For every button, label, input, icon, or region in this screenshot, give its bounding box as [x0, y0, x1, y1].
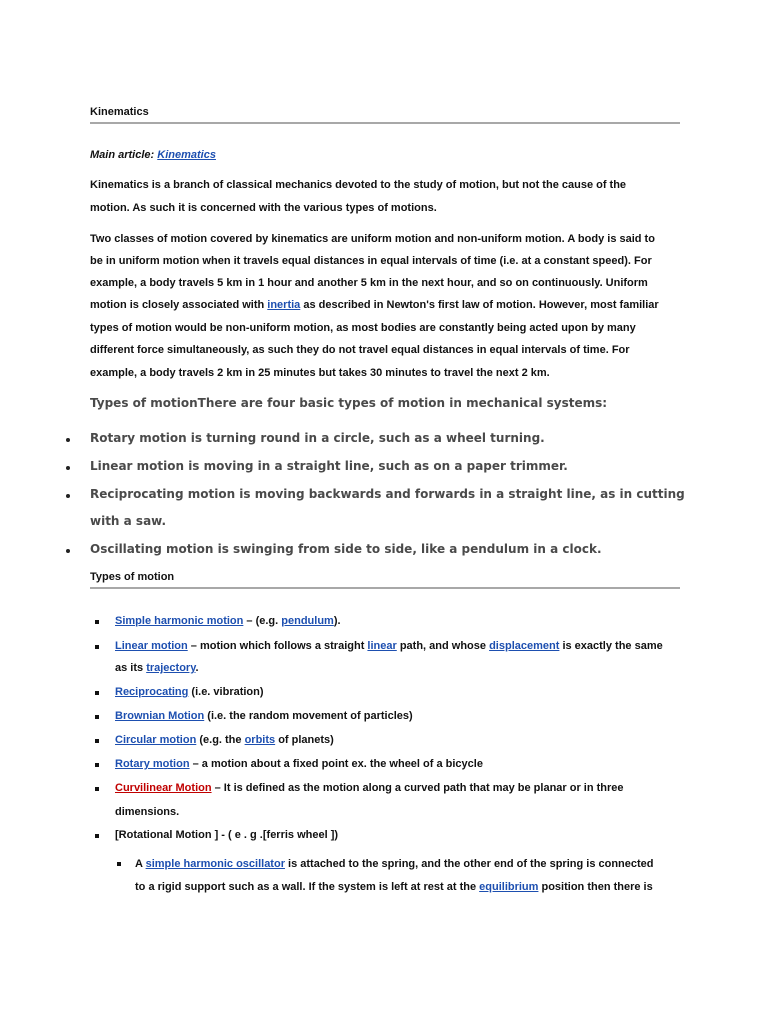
list-item-linear-motion-cont	[115, 662, 199, 674]
square-bullet-icon	[95, 645, 99, 649]
types-heading-rule	[90, 587, 680, 589]
text-segment: – (e.g.	[243, 615, 282, 627]
text-segment: motion is closely associated with	[90, 299, 268, 311]
sub-item-oscillator-cont	[135, 881, 653, 893]
text-segment: (i.e. vibration)	[188, 686, 264, 698]
trajectory-link[interactable]: trajectory	[146, 662, 196, 674]
square-bullet-icon	[95, 739, 99, 743]
paragraph-1-line-1: Kinematics is a branch of classical mechanics devoted to the study of motion, but not the cause of the	[90, 179, 627, 191]
text-segment: of planets)	[275, 734, 334, 746]
equilibrium-link[interactable]: equilibrium	[479, 881, 539, 893]
square-bullet-icon	[95, 834, 99, 838]
square-bullet-icon	[95, 620, 99, 624]
list-item-reciprocating	[115, 686, 264, 698]
text-segment: is exactly the same	[559, 640, 663, 652]
square-bullet-icon	[117, 862, 121, 866]
curvilinear-motion-link[interactable]: Curvilinear Motion	[115, 782, 212, 794]
text-segment: A	[135, 858, 146, 870]
text-segment: – It is defined as the motion along a curved path that may be planar or in three	[211, 782, 624, 794]
simple-harmonic-motion-link[interactable]: Simple harmonic motion	[115, 615, 244, 627]
text-segment: (e.g. the	[196, 734, 245, 746]
square-bullet-icon	[95, 715, 99, 719]
paragraph-2-line-3: example, a body travels 5 km in 1 hour and another 5 km in the next hour, and so on continuously. Uniform	[90, 277, 648, 289]
text-segment: is attached to the spring, and the other end of the spring is connected	[284, 858, 654, 870]
displacement-link[interactable]: displacement	[489, 640, 560, 652]
basic-item-rotary: Rotary motion is turning round in a circle, such as a wheel turning.	[90, 431, 545, 445]
main-article-line	[90, 149, 216, 161]
heading-rule	[90, 122, 680, 124]
text-segment: (i.e. the random movement of particles)	[204, 710, 413, 722]
inertia-link[interactable]: inertia	[267, 299, 301, 311]
kinematics-link[interactable]: Kinematics	[157, 149, 216, 161]
text-segment: as described in Newton's first law of motion. However, most familiar	[300, 299, 659, 311]
paragraph-1-line-2: motion. As such it is concerned with the various types of motions.	[90, 202, 437, 214]
paragraph-2-line-2: be in uniform motion when it travels equal distances in equal intervals of time (i.e. at a constant speed). For	[90, 255, 652, 267]
text-segment: path, and whose	[396, 640, 490, 652]
bullet-dot-icon	[66, 466, 70, 470]
brownian-motion-link[interactable]: Brownian Motion	[115, 710, 205, 722]
list-item-curvilinear-cont: dimensions.	[115, 806, 180, 818]
reciprocating-link[interactable]: Reciprocating	[115, 686, 189, 698]
basic-item-reciprocating-cont: with a saw.	[90, 514, 167, 528]
basic-item-reciprocating: Reciprocating motion is moving backwards and forwards in a straight line, as in cutting	[90, 487, 685, 501]
text-segment: .	[195, 662, 199, 674]
simple-harmonic-oscillator-link[interactable]: simple harmonic oscillator	[145, 858, 285, 870]
list-item-brownian	[115, 710, 413, 722]
text-segment: to a rigid support such as a wall. If the system is left at rest at the	[135, 881, 480, 893]
sub-item-oscillator	[135, 858, 654, 870]
paragraph-2-line-1: Two classes of motion covered by kinematics are uniform motion and non-uniform motion. A body is said to	[90, 233, 655, 245]
square-bullet-icon	[95, 691, 99, 695]
basic-item-oscillating: Oscillating motion is swinging from side to side, like a pendulum in a clock.	[90, 542, 602, 556]
list-item-circular	[115, 734, 334, 746]
list-item-curvilinear	[115, 782, 624, 794]
list-item-linear-motion	[115, 640, 663, 652]
section-heading: Kinematics	[90, 106, 149, 118]
text-segment: as its	[115, 662, 147, 674]
bullet-dot-icon	[66, 494, 70, 498]
text-segment: – a motion about a fixed point ex. the wheel of a bicycle	[189, 758, 483, 770]
basic-types-heading: Types of motionThere are four basic types of motion in mechanical systems:	[90, 396, 608, 410]
paragraph-2-line-5: types of motion would be non-uniform motion, as most bodies are constantly being acted upon by many	[90, 322, 636, 334]
linear-link[interactable]: linear	[367, 640, 397, 652]
square-bullet-icon	[95, 787, 99, 791]
paragraph-2-line-6: different force simultaneously, as such they do not travel equal distances in equal intervals of time. For	[90, 344, 630, 356]
list-item-rotary	[115, 758, 483, 770]
main-article-prefix: Main article:	[90, 149, 158, 161]
paragraph-2-line-7: example, a body travels 2 km in 25 minutes but takes 30 minutes to travel the next 2 km.	[90, 367, 550, 379]
linear-motion-link[interactable]: Linear motion	[115, 640, 188, 652]
list-item-shm	[115, 615, 341, 627]
bullet-dot-icon	[66, 438, 70, 442]
list-item-rotational: [Rotational Motion ] - ( e . g .[ferris wheel ])	[115, 829, 339, 841]
rotary-motion-link[interactable]: Rotary motion	[115, 758, 190, 770]
basic-item-linear: Linear motion is moving in a straight line, such as on a paper trimmer.	[90, 459, 568, 473]
text-segment: ).	[333, 615, 341, 627]
text-segment: – motion which follows a straight	[187, 640, 368, 652]
types-heading: Types of motion	[90, 571, 175, 583]
text-segment: position then there is	[538, 881, 653, 893]
pendulum-link[interactable]: pendulum	[281, 615, 334, 627]
orbits-link[interactable]: orbits	[244, 734, 276, 746]
bullet-dot-icon	[66, 549, 70, 553]
square-bullet-icon	[95, 763, 99, 767]
circular-motion-link[interactable]: Circular motion	[115, 734, 197, 746]
paragraph-2-line-4	[90, 299, 659, 311]
